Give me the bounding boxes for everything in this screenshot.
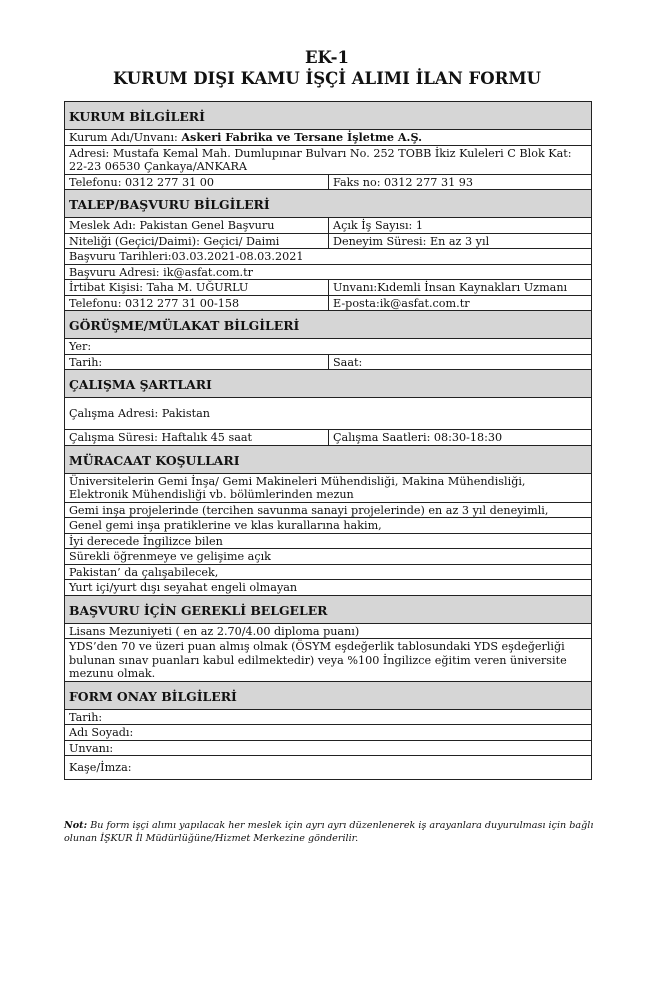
section-belgeler-header: BAŞVURU İÇİN GEREKLİ BELGELER: [65, 595, 592, 623]
muracaat-item: Sürekli öğrenmeye ve gelişime açık: [65, 549, 592, 565]
calisma-adres: Çalışma Adresi: Pakistan: [65, 398, 592, 430]
belgeler-item: Lisans Mezuniyeti ( en az 2.70/4.00 diploma puanı): [65, 623, 592, 639]
footnote-label: Not:: [64, 820, 88, 831]
footnote-text: Bu form işçi alımı yapılacak her meslek için ayrı ayrı düzenlenerek iş arayanlara duyurulması için bağlı olunan İŞKUR İl Müdürlüğüne/Hizmet Merkezine gönderilir.: [64, 820, 594, 844]
talep-irtibat: İrtibat Kişisi: Taha M. UĞURLU: [65, 280, 329, 296]
onay-unvan: Unvanı:: [65, 740, 592, 756]
muracaat-item: Yurt içi/yurt dışı seyahat engeli olmayan: [65, 580, 592, 596]
section-gorusme-header: GÖRÜŞME/MÜLAKAT BİLGİLERİ: [65, 311, 592, 339]
talep-unvan: Unvanı:Kıdemli İnsan Kaynakları Uzmanı: [329, 280, 592, 296]
calisma-sure: Çalışma Süresi: Haftalık 45 saat: [65, 430, 329, 446]
kurum-address: Adresi: Mustafa Kemal Mah. Dumlupınar Bulvarı No. 252 TOBB İkiz Kuleleri C Blok Kat: 22-23 06530 Çankaya/ANKARA: [65, 145, 592, 174]
section-talep-header: TALEP/BAŞVURU BİLGİLERİ: [65, 190, 592, 218]
section-calisma-header: ÇALIŞMA ŞARTLARI: [65, 370, 592, 398]
kurum-phone: Telefonu: 0312 277 31 00: [65, 174, 329, 190]
muracaat-item: Pakistan’ da çalışabilecek,: [65, 564, 592, 580]
onay-adsoyad: Adı Soyadı:: [65, 725, 592, 741]
talep-adres: Başvuru Adresi: ik@asfat.com.tr: [65, 264, 592, 280]
gorusme-yer: Yer:: [65, 339, 592, 355]
muracaat-item: İyi derecede İngilizce bilen: [65, 533, 592, 549]
section-muracaat-header: MÜRACAAT KOŞULLARI: [65, 445, 592, 473]
footnote: [64, 820, 616, 845]
kurum-name-label: Kurum Adı/Unvanı:: [69, 131, 178, 144]
gorusme-saat: Saat:: [329, 354, 592, 370]
kurum-name-value: Askeri Fabrika ve Tersane İşletme A.Ş.: [181, 130, 423, 144]
talep-nitelik: Niteliği (Geçici/Daimi): Geçici/ Daimi: [65, 233, 329, 249]
talep-eposta: E-posta:ik@asfat.com.tr: [329, 295, 592, 311]
section-kurum-header: KURUM BİLGİLERİ: [65, 102, 592, 130]
muracaat-item: Üniversitelerin Gemi İnşa/ Gemi Makineleri Mühendisliği, Makina Mühendisliği, Elektronik Mühendisliği vb. bölümlerinden mezun: [65, 473, 592, 502]
muracaat-item: Genel gemi inşa pratiklerine ve klas kurallarına hakim,: [65, 518, 592, 534]
annex-label: EK-1: [304, 48, 350, 67]
announcement-form-table: [64, 101, 592, 780]
calisma-saatler: Çalışma Saatleri: 08:30-18:30: [329, 430, 592, 446]
talep-telefon: Telefonu: 0312 277 31 00-158: [65, 295, 329, 311]
form-title: KURUM DIŞI KAMU İŞÇİ ALIMI İLAN FORMU: [112, 69, 541, 88]
talep-deneyim: Deneyim Süresi: En az 3 yıl: [329, 233, 592, 249]
talep-tarihler: Başvuru Tarihleri:03.03.2021-08.03.2021: [65, 249, 592, 265]
onay-tarih: Tarih:: [65, 709, 592, 725]
talep-acik-is: Açık İş Sayısı: 1: [329, 218, 592, 234]
kurum-fax: Faks no: 0312 277 31 93: [329, 174, 592, 190]
kurum-name-cell: [65, 130, 592, 146]
onay-kase-imza: Kaşe/İmza:: [65, 756, 592, 780]
talep-meslek: Meslek Adı: Pakistan Genel Başvuru: [65, 218, 329, 234]
section-onay-header: FORM ONAY BİLGİLERİ: [65, 681, 592, 709]
gorusme-tarih: Tarih:: [65, 354, 329, 370]
muracaat-item: Gemi inşa projelerinde (tercihen savunma sanayi projelerinde) en az 3 yıl deneyimli,: [65, 502, 592, 518]
belgeler-item: YDS’den 70 ve üzeri puan almış olmak (ÖSYM eşdeğerlik tablosundaki YDS eşdeğerliği bulunan sınav puanları kabul edilmektedir) veya %100 İngilizce eğitim veren üniversite mezunu olmak.: [65, 639, 592, 682]
